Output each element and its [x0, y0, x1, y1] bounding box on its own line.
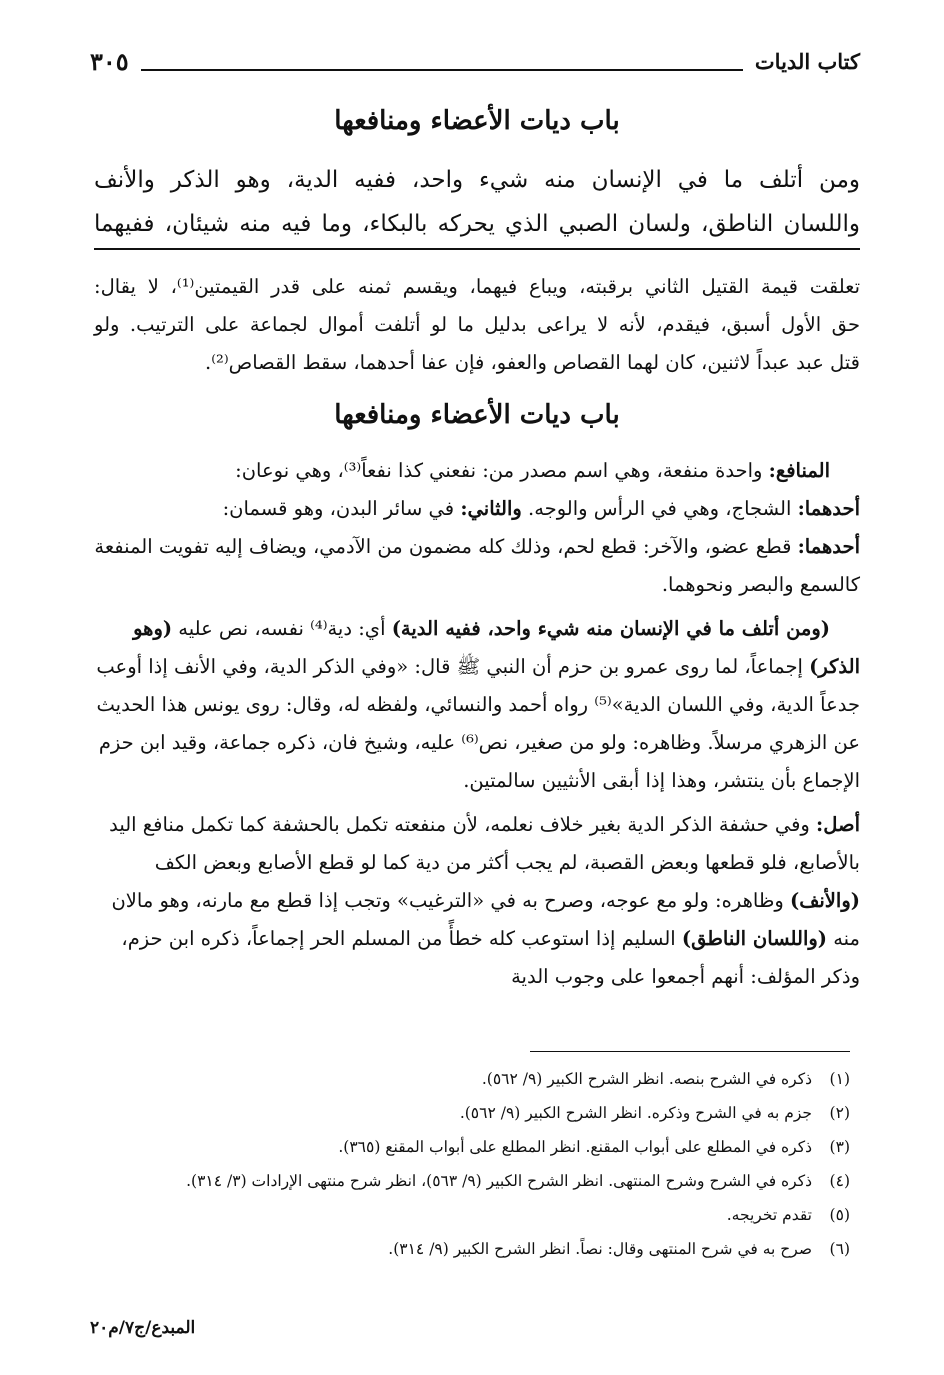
term-manafi: المنافع: [768, 459, 830, 482]
term-ahaduhuma: أحدهما: [797, 535, 860, 558]
text: قطع عضو، والآخر: قطع لحم، وذلك كله مضمون من الآدمي، ويضاف إليه تفويت المنفعة كالسمع والبصر ونحوهما. [94, 535, 860, 596]
text: وظاهره: ولو مع عوجه، وصرح به في «الترغيب» وتجب إذا قطع مع مارنه، وهو مالان منه [111, 889, 860, 950]
text: الشجاج، وهي في الرأس والوجه. [521, 497, 798, 520]
footnote-number: (٣) [829, 1138, 850, 1156]
footnote [94, 1232, 850, 1266]
sharh-heading: باب ديات الأعضاء ومنافعها [334, 400, 620, 430]
printer-signature: المبدع/ج٧/م٢٠ [90, 1318, 196, 1338]
matn-line: ومن أتلف ما في الإنسان منه شيء واحد، ففيه الدية، وهو الذكر والأنف [94, 167, 860, 193]
footnote-text: ذكره في المطلع على أبواب المقنع. انظر المطلع على أبواب المقنع (٣٦٥). [338, 1138, 812, 1156]
footnote-number: (٢) [829, 1104, 850, 1122]
running-header [90, 40, 860, 82]
text: واحدة منفعة، وهي اسم مصدر من: نفعني كذا نفعاً⁽³⁾، وهي نوعان: [235, 459, 769, 482]
sharh-intro [94, 268, 860, 382]
footnote [94, 1198, 850, 1232]
matn-line: واللسان الناطق، ولسان الصبي الذي يحركه بالبكاء، وما فيه منه شيئان، ففيهما [94, 211, 860, 237]
sharh-line: تعلقت قيمة القتيل الثاني برقبته، ويباع فيهما، ويقسم ثمنه على قدر القيمتين⁽¹⁾، لا يقال: [94, 275, 860, 298]
term-thani: والثاني: [460, 497, 522, 520]
paragraph-manafi [94, 452, 860, 604]
quote-matn: (والأنف) [789, 889, 860, 912]
footnote-text: تقدم تخريجه. [726, 1206, 812, 1224]
paragraph-asl [94, 806, 860, 996]
text: إجماعاً، لما روى عمرو بن حزم أن النبي ﷺ قال: «وفي الذكر الدية، وفي الأنف إذا أوعب جدعاً الدية، وفي اللسان الدية»⁽⁵⁾ رواه أحمد والنسائي، ولفظه له، وقال: روى يونس هذا الحديث عن الزهري مرسلاً. وظاهره: ولو من صغير، نص⁽⁶⁾ عليه، وشيخ فان، ذكره جماعة، وقيد ابن حزم الإجماع بأن ينتشر، وهذا إذا أبقى الأنثيين سالمتين. [96, 655, 860, 792]
quote-matn: (ومن أتلف ما في الإنسان منه شيء واحد، ففيه الدية) [391, 617, 830, 640]
sharh-line: قتل عبد عبداً لاثنين، كان لهما القصاص والعفو، فإن عفا أحدهما، سقط القصاص⁽²⁾. [205, 351, 860, 374]
footnote-divider [530, 1051, 850, 1052]
matn-heading: باب ديات الأعضاء ومنافعها [334, 106, 620, 136]
header-rule [141, 51, 743, 71]
matn-text [94, 158, 860, 246]
quote-matn: (واللسان الناطق) [681, 927, 828, 950]
footnote-number: (١) [829, 1070, 850, 1088]
paragraph-matn-quote [94, 610, 860, 800]
sharh-body [94, 452, 860, 996]
sharh-line: حق الأول أسبق، فيقدم، لأنه لا يراعى بدليل ما لو أتلفت أموال لجماعة على الترتيب. ولو [94, 313, 860, 336]
matn-divider [94, 248, 860, 250]
footnote [94, 1096, 850, 1130]
footnote-text: جزم به في الشرح وذكره. انظر الشرح الكبير (٩/ ٥٦٢). [459, 1104, 812, 1122]
term-asl: أصل: [816, 813, 860, 836]
footnote-number: (٤) [829, 1172, 850, 1190]
chapter-title: كتاب الديات [754, 48, 860, 74]
footnote-text: ذكره في الشرح بنصه. انظر الشرح الكبير (٩/ ٥٦٢). [481, 1070, 812, 1088]
quote-matn: (وهو الذكر) [133, 617, 860, 678]
footnote [94, 1130, 850, 1164]
footnote-number: (٥) [829, 1206, 850, 1224]
text: أي: دية⁽⁴⁾ نفسه، نص عليه [172, 617, 392, 640]
text: السليم إذا استوعب كله خطأً من المسلم الحر إجماعاً، ذكره ابن حزم، وذكر المؤلف: أنهم أجمعوا على وجوب الدية [121, 927, 860, 988]
text: في سائر البدن، وهو قسمان: [222, 497, 461, 520]
text: وفي حشفة الذكر الدية بغير خلاف نعلمه، لأن منفعته تكمل بالحشفة كما تكمل منافع اليد بالأصابع، فلو قطعها وبعض القصبة، لم يجب أكثر من دية كما لو قطع الأصابع وبعض الكف [109, 813, 860, 874]
page-number: ٣٠٥ [90, 46, 129, 76]
footnote-text: صرح به في شرح المنتهى وقال: نصاً. انظر الشرح الكبير (٩/ ٣١٤). [388, 1240, 812, 1258]
footnote-text: ذكره في الشرح وشرح المنتهى. انظر الشرح الكبير (٩/ ٥٦٣)، انظر شرح منتهى الإرادات (٣/ ٣١٤). [186, 1172, 812, 1190]
footnote [94, 1164, 850, 1198]
footnote [94, 1062, 850, 1096]
footnote-number: (٦) [829, 1240, 850, 1258]
footnotes [94, 1062, 850, 1266]
term-ahaduhuma: أحدهما: [797, 497, 860, 520]
